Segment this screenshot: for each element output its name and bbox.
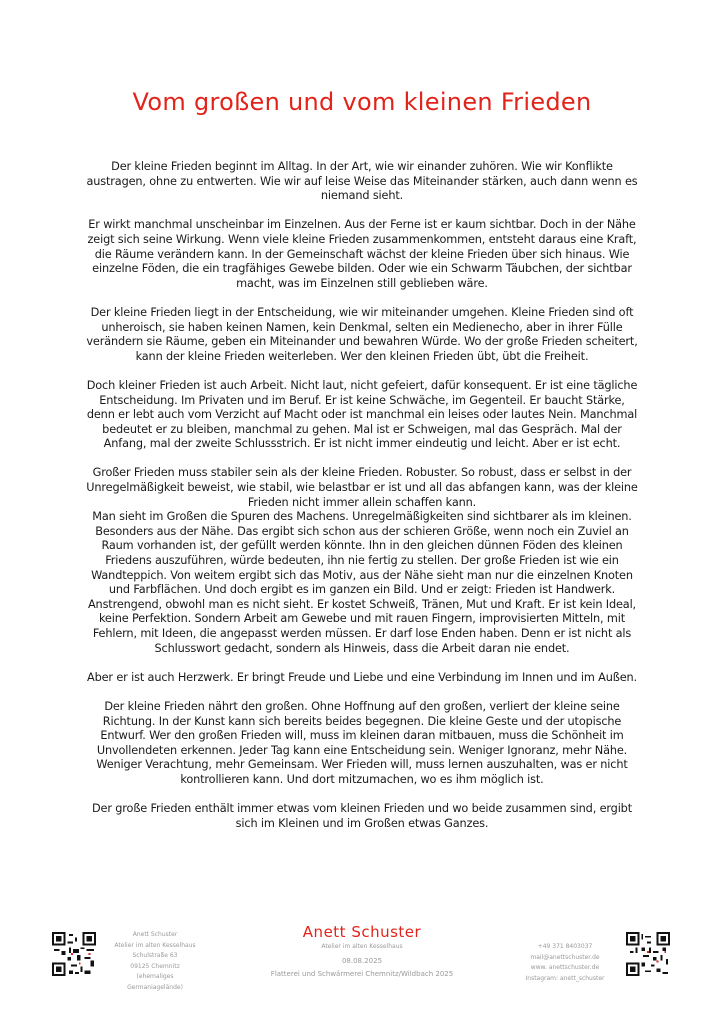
paragraph: Aber er ist auch Herzwerk. Er bringt Freude und Liebe und eine Verbindung im Innen und im Außen. xyxy=(87,670,637,684)
essay-body xyxy=(86,160,638,846)
contact-email[interactable]: mail@anettschuster.de xyxy=(530,953,600,961)
address-city: 09125 Chemnitz xyxy=(130,962,180,970)
contact-website[interactable]: www. anettschuster.de xyxy=(530,964,600,971)
contact-block xyxy=(520,942,610,984)
project-line: Flatterei und Schwärmerei Chemnitz/Wildbach 2025 xyxy=(270,970,454,978)
paragraph: Der kleine Frieden nährt den großen. Ohne Hoffnung auf den großen, verliert der kleine seine Richtung. In der Kunst kann sich bereits beides begegnen. Die kleine Geste und der utopische Entwurf. Wer den großen Frieden will, muss im kleinen daran mitbauen, muss die Schönheit im Unvollendeten erkennen. Jeder Tag kann eine Entscheidung sein. Weniger Ignoranz, mehr Nähe. Weniger Verachtung, mehr Gemeinsam. Wer Frieden will, muss lernen auszuhalten, was er nicht kontrollieren kann. Und dort mitzumachen, wo es ihm möglich ist. xyxy=(96,699,628,786)
address-block xyxy=(110,930,200,993)
qr-code-icon[interactable] xyxy=(624,930,672,978)
address-name: Anett Schuster xyxy=(132,931,178,938)
paragraph: Doch kleiner Frieden ist auch Arbeit. Nicht laut, nicht gefeiert, dafür konsequent. Er ist eine tägliche Entscheidung. Im Privaten und im Beruf. Er ist keine Schwäche, im Gegenteil. Er baucht Stärke, denn er lebt auch vom Verzicht auf Macht oder ist manchmal ein leises oder lautes Nein. Manchmal bedeutet er zu bleiben, manchmal zu gehen. Mal ist er Schweigen, mal das Gespräch. Mal der Anfang, mal der zweite Schlussstrich. Er ist nicht immer eindeutig und leicht. Aber er ist echt. xyxy=(86,378,638,451)
paragraph: Er wirkt manchmal unscheinbar im Einzelnen. Aus der Ferne ist er kaum sichtbar. Doch in der Nähe zeigt sich seine Wirkung. Wenn viele kleine Frieden zusammenkommen, entsteht daraus eine Kraft, die Räume verändern kann. In der Gemeinschaft wächst der kleine Frieden über sich hinaus. Wie einzelne Föden, die ein tragfähiges Gewebe bilden. Oder wie ein Schwarm Täubchen, der sichtbar macht, was im Einzelnen still geblieben wäre. xyxy=(87,218,637,290)
address-note: (ehemaliges Germaniagelände) xyxy=(127,973,183,991)
document-date: 08.08.2025 xyxy=(341,957,383,965)
paragraph: Der große Frieden enthält immer etwas vom kleinen Frieden und wo beide zusammen sind, ergibt sich im Kleinen und im Großen etwas Ganzes. xyxy=(92,802,632,830)
paragraph: Großer Frieden muss stabiler sein als der kleine Frieden. Robuster. So robust, dass er selbst in der Unregelmäßigkeit beweist, wie stabil, wie belastbar er ist und all das abfangen kann, was der kleine Frieden nicht immer allein schaffen kann. xyxy=(86,466,638,509)
paragraph: Man sieht im Großen die Spuren des Machens. Unregelmäßigkeiten sind sichtbarer als im kleinen. Besonders aus der Nähe. Das ergibt sich schon aus der schieren Größe, wenn noch ein Zuviel an Raum vorhanden ist, der gefüllt werden könnte. Ihn in den gleichen dünnen Föden des kleinen Friedens auszuführen, würde bedeuten, ihn nie fertig zu stellen. Der große Frieden ist wie ein Wandteppich. Von weitem ergibt sich das Motiv, aus der Nähe sieht man nur die einzelnen Knoten und Farbflächen. Und doch ergibt es im ganzen ein Bild. Und er zeigt: Frieden ist Handwerk. Anstrengend, obwohl man es nicht sieht. Er kostet Schweiß, Tränen, Mut und Kraft. Er ist kein Ideal, keine Perfektion. Sondern Arbeit am Gewebe und mit rauen Fingern, improvisierten Mitteln, mit Fehlern, mit Ideen, die angepasst werden müssen. Er darf lose Enden haben. Denn er ist nicht als Schlusswort gedacht, sondern als Hinweis, dass die Arbeit daran nie endet. xyxy=(87,510,637,655)
contact-phone[interactable]: +49 371 8403037 xyxy=(537,943,593,950)
page-title: Vom großen und vom kleinen Frieden xyxy=(132,88,592,116)
address-street: Schulstraße 63 xyxy=(132,952,178,959)
brand-name: Anett Schuster xyxy=(302,923,422,941)
contact-instagram[interactable]: Instagram: anett_schuster xyxy=(525,974,605,982)
footer xyxy=(0,922,724,1002)
paragraph: Der kleine Frieden liegt in der Entscheidung, wie wir miteinander umgehen. Kleine Frieden sind oft unheroisch, sie haben keinen Namen, kein Denkmal, selten ein Medienecho, aber in ihrer Fülle verändern sie Räume, geben ein Miteinander und bewahren Würde. Wo der große Frieden scheitert, kann der kleine Frieden weiterleben. Wer den kleinen Frieden übt, übt die Freiheit. xyxy=(86,305,638,363)
address-line: Atelier im alten Kesselhaus xyxy=(114,941,196,949)
brand-block xyxy=(240,922,484,980)
brand-subtitle: Atelier im alten Kesselhaus xyxy=(321,943,403,950)
paragraph: Der kleine Frieden beginnt im Alltag. In der Art, wie wir einander zuhören. Wie wir Konflikte austragen, ohne zu entwerten. Wie wir auf leise Weise das Miteinander stärken, auch dann wenn es niemand sieht. xyxy=(86,160,638,203)
qr-code-icon[interactable] xyxy=(50,930,98,978)
